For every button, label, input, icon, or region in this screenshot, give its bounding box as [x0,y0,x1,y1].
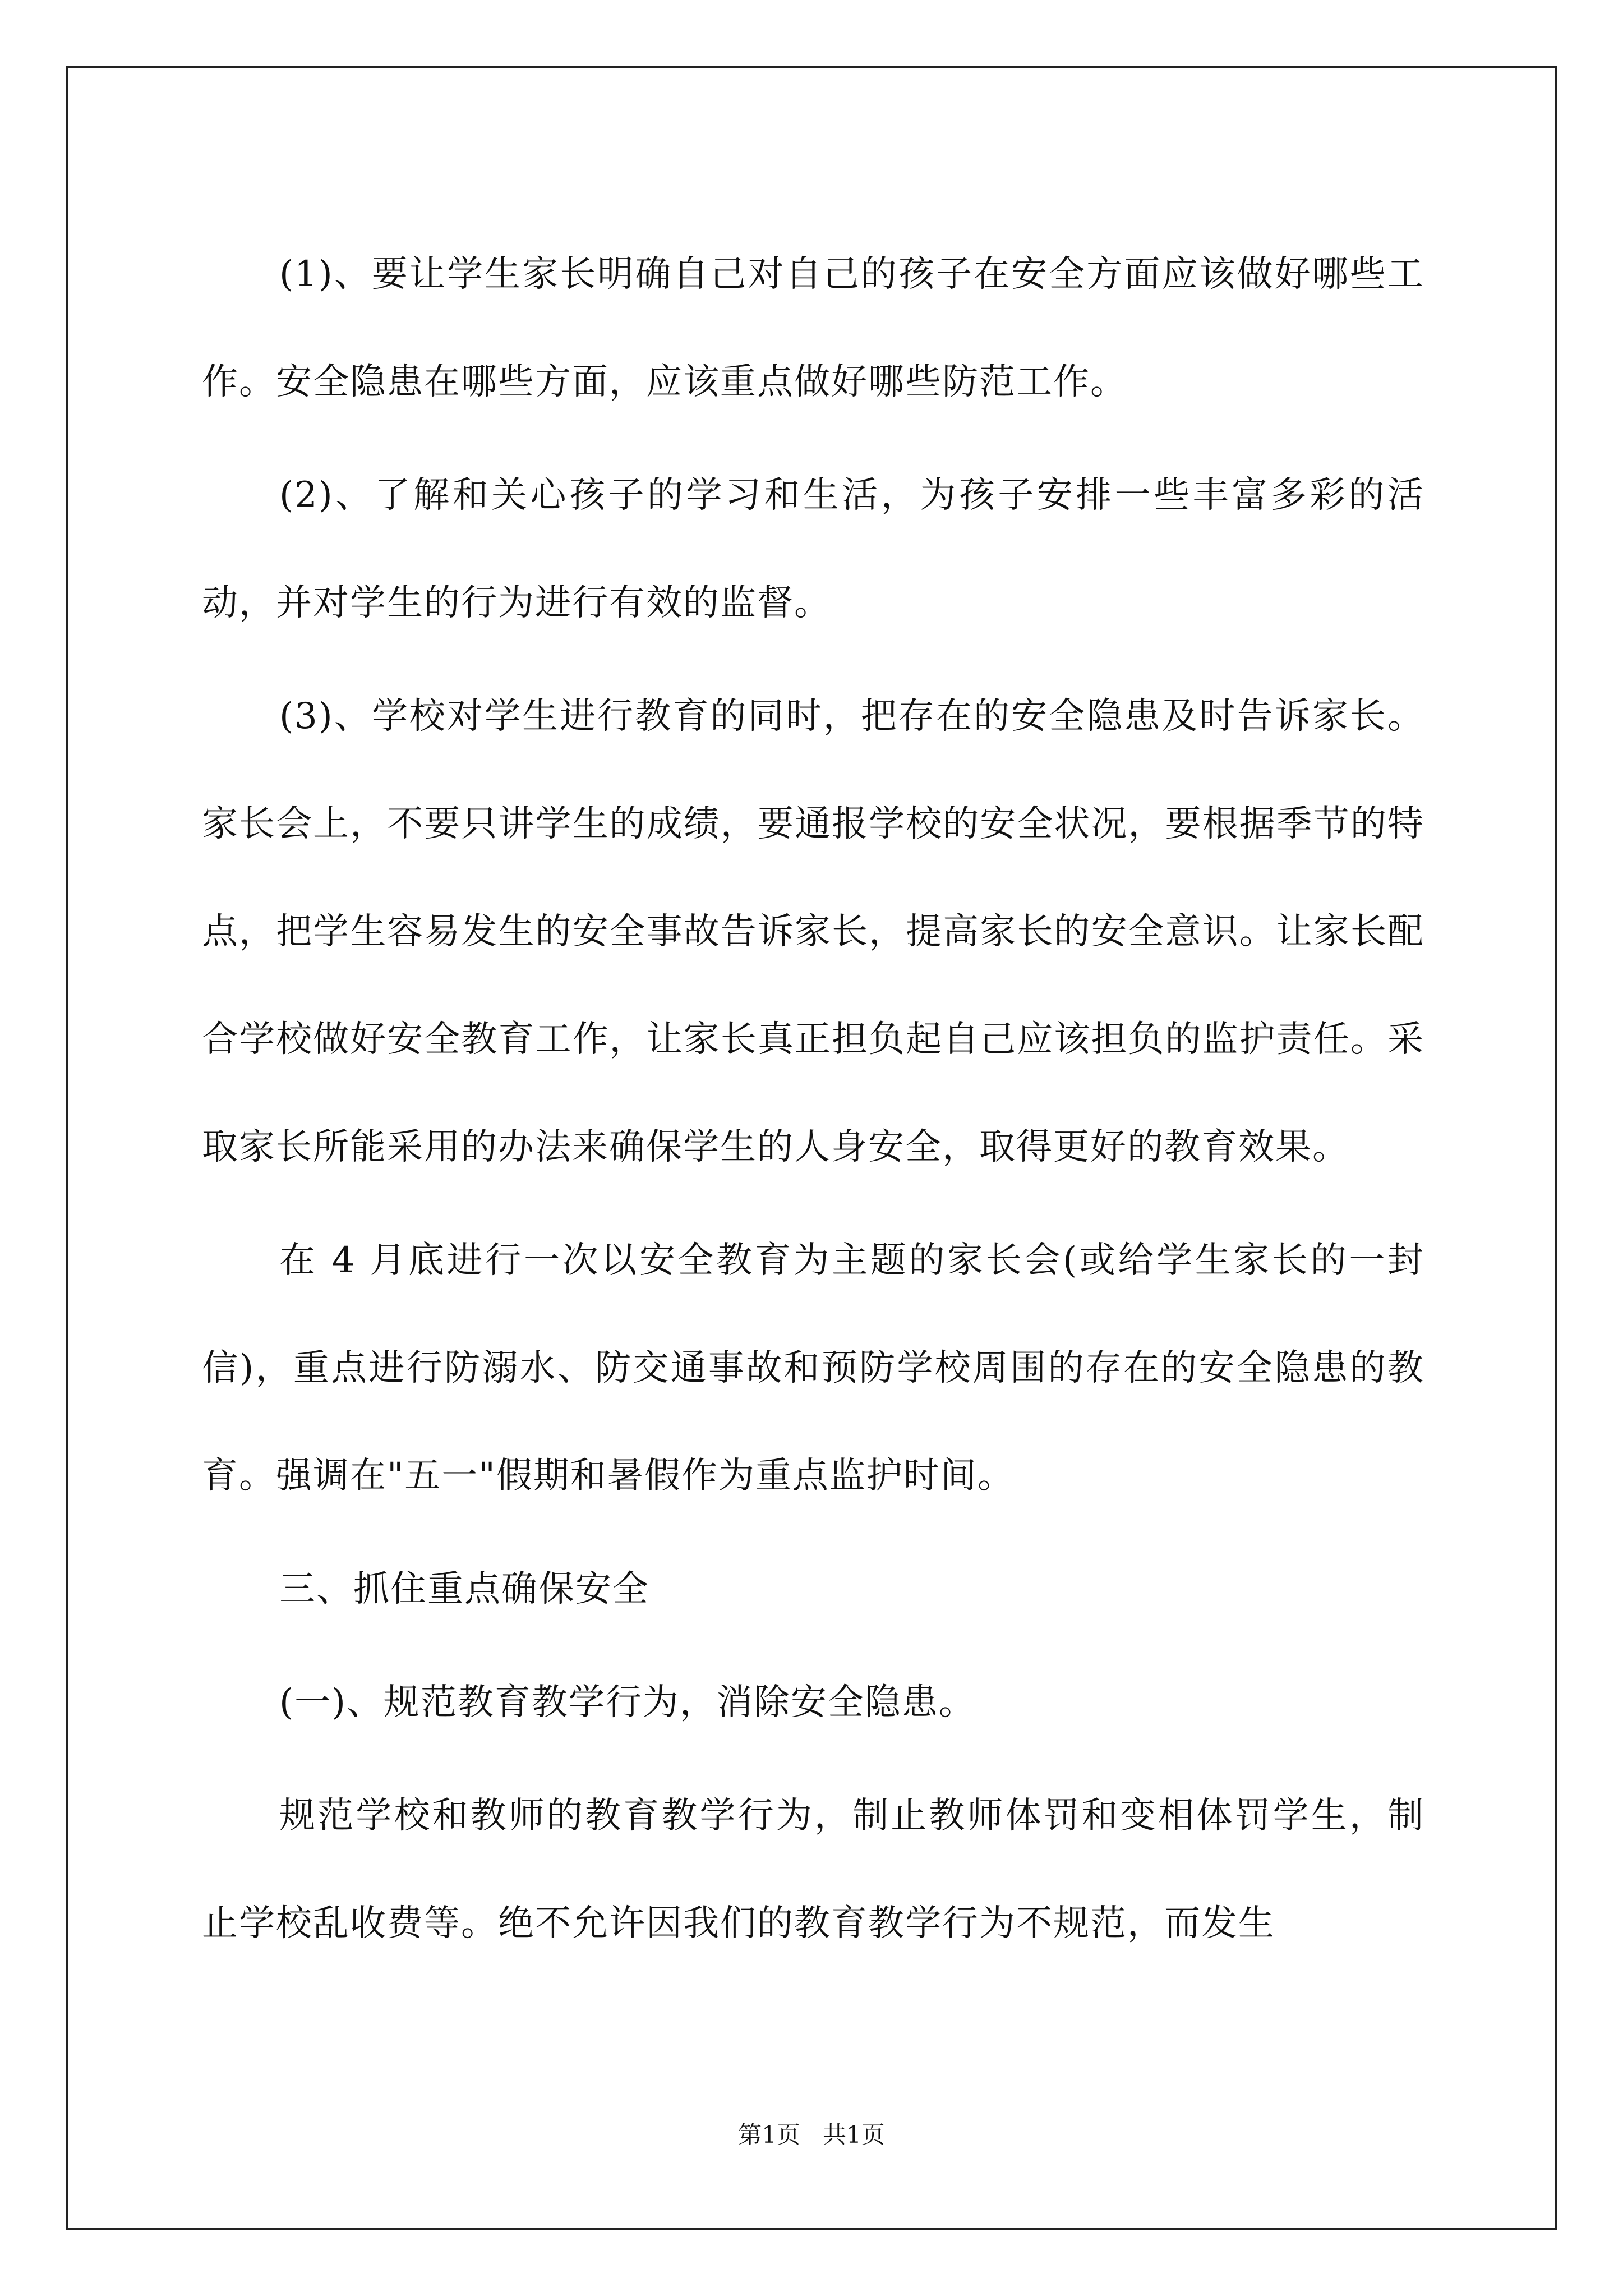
paragraph-4: 在 4 月底进行一次以安全教育为主题的家长会(或给学生家长的一封信)，重点进行防溺水、防交通事故和预防学校周围的存在的安全隐患的教育。强调在"五一"假期和暑假作为重点监护时间。 [202,1240,1424,1497]
paragraph-3: (3)、学校对学生进行教育的同时，把存在的安全隐患及时告诉家长。家长会上，不要只讲学生的成绩，要通报学校的安全状况，要根据季节的特点，把学生容易发生的安全事故告诉家长，提高家长的安全意识。让家长配合学校做好安全教育工作，让家长真正担负起自己应该担负的监护责任。采取家长所能采用的办法来确保学生的人身安全，取得更好的教育效果。 [202,696,1424,1168]
section-heading: 三、抓住重点确保安全 [279,1568,649,1610]
paragraph-1: (1)、要让学生家长明确自己对自己的孩子在安全方面应该做好哪些工作。安全隐患在哪些方面，应该重点做好哪些防范工作。 [202,254,1424,403]
subsection-heading: (一)、规范教育教学行为，消除安全隐患。 [279,1682,976,1723]
paragraph-5: 规范学校和教师的教育教学行为，制止教师体罚和变相体罚学生，制止学校乱收费等。绝不允许因我们的教育教学行为不规范，而发生 [202,1795,1424,1944]
paragraph-2: (2)、了解和关心孩子的学习和生活，为孩子安排一些丰富多彩的活动，并对学生的行为进行有效的监督。 [202,475,1424,624]
page-footer: 第1页 共1页 [738,2121,885,2148]
document-body [202,220,1424,1983]
